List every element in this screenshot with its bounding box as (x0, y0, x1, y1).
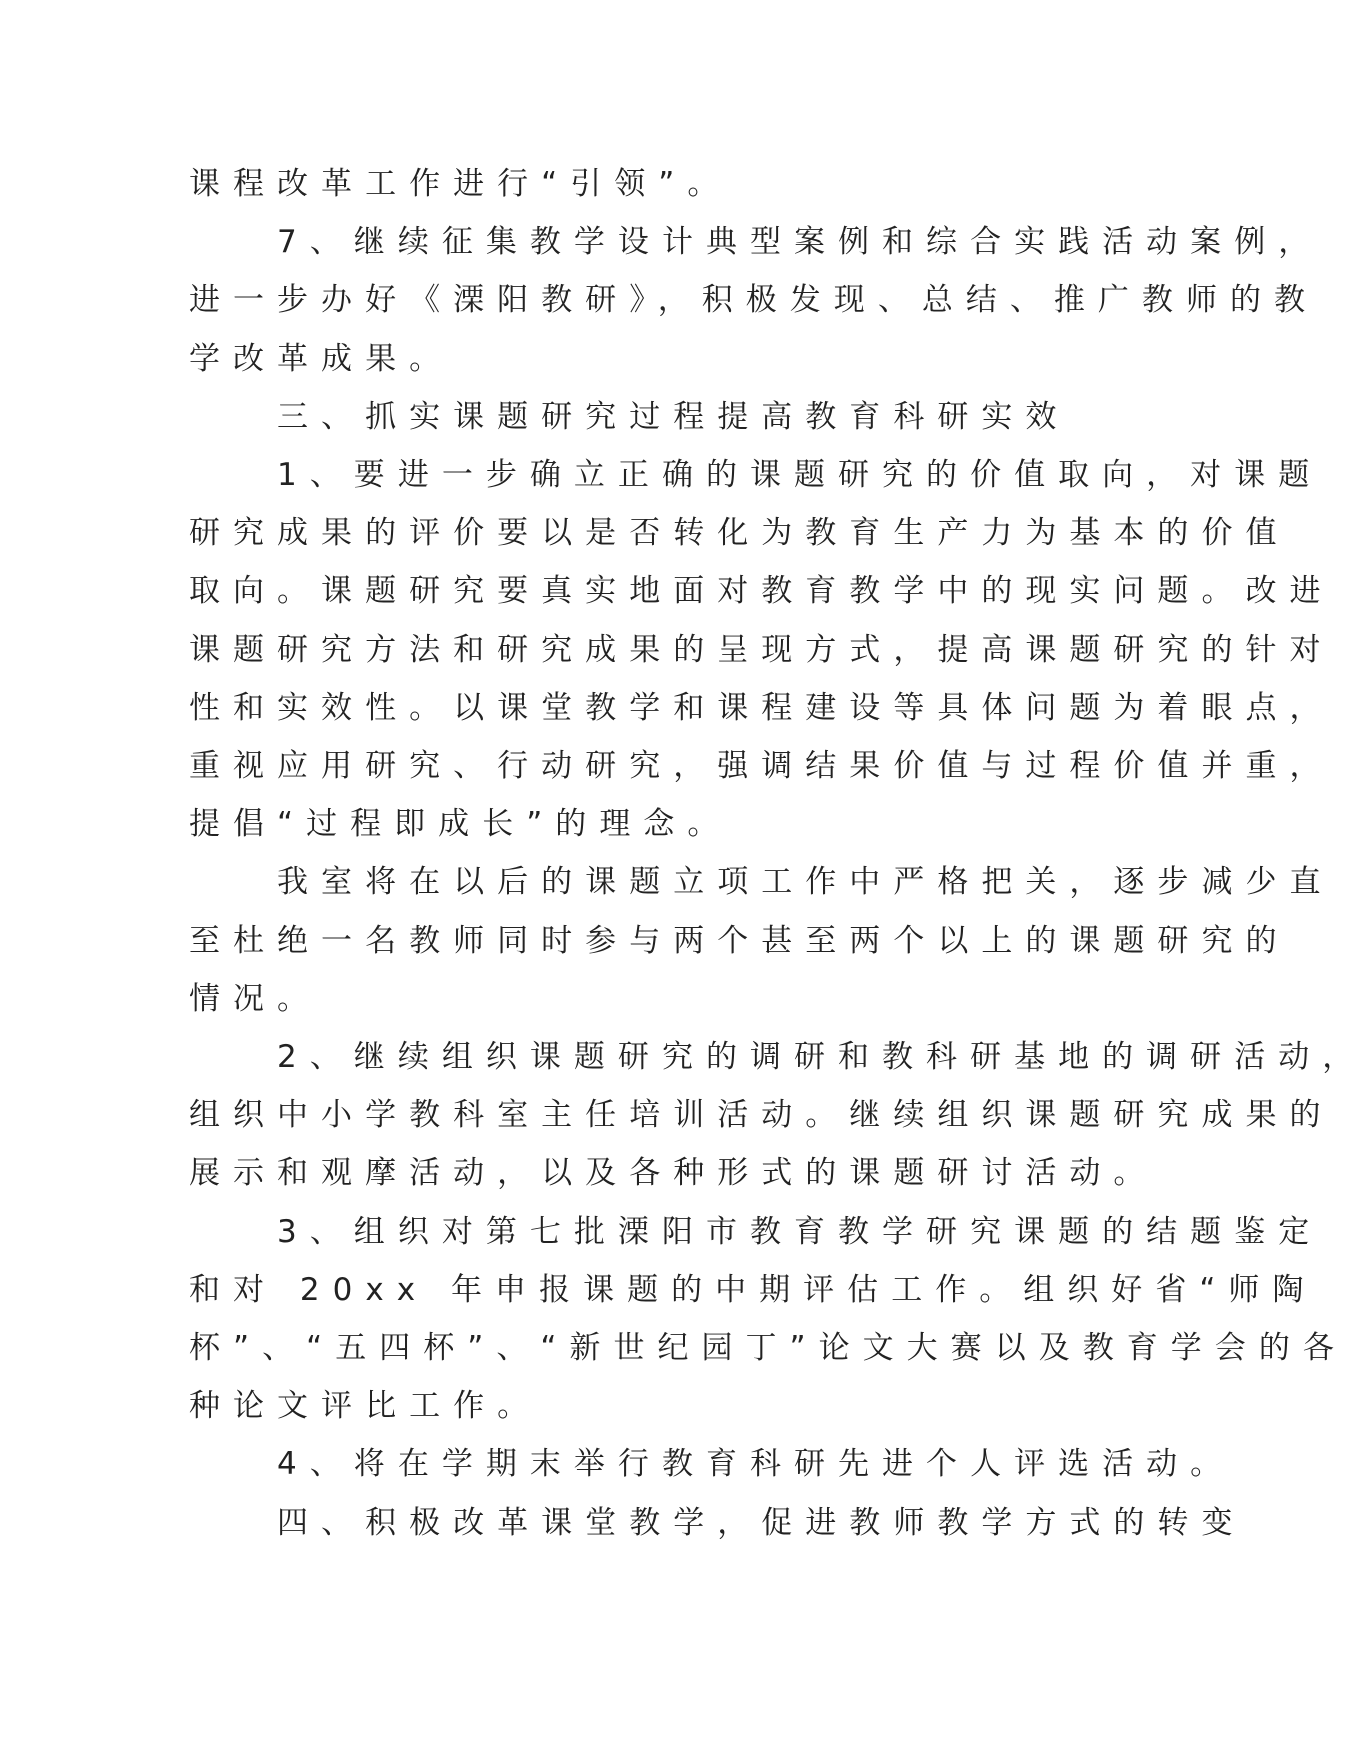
text-line: 3、组织对第七批溧阳市教育教学研究课题的结题鉴定 (189, 1213, 1323, 1250)
text-line: 我室将在以后的课题立项工作中严格把关，逐步减少直 (189, 864, 1334, 901)
text-line: 1、要进一步确立正确的课题研究的价值取向，对课题 (189, 457, 1323, 494)
text-line: 至杜绝一名教师同时参与两个甚至两个以上的课题研究的 (189, 922, 1290, 959)
text-line: 四、积极改革课堂教学，促进教师教学方式的转变 (189, 1504, 1246, 1541)
paragraph (189, 1435, 1235, 1493)
paragraph (189, 1203, 1347, 1436)
text-line: 4、将在学期末举行教育科研先进个人评选活动。 (189, 1446, 1235, 1483)
paragraph (189, 213, 1323, 388)
document-body (189, 155, 1366, 1552)
text-line: 重视应用研究、行动研究，强调结果价值与过程价值并重， (189, 748, 1334, 785)
text-line: 2、继续组织课题研究的调研和教科研基地的调研活动， (189, 1039, 1366, 1076)
paragraph (189, 446, 1334, 853)
text-line: 7、继续征集教学设计典型案例和综合实践活动案例， (189, 224, 1323, 261)
text-line: 杯”、“五四杯”、“新世纪园丁”论文大赛以及教育学会的各 (189, 1330, 1347, 1367)
section-heading (189, 1494, 1246, 1552)
text-line: 课程改革工作进行“引领”。 (189, 166, 732, 202)
section-heading (189, 388, 1070, 446)
paragraph (189, 155, 1059, 213)
text-line: 研究成果的评价要以是否转化为教育生产力为基本的价值 (189, 515, 1290, 552)
text-line: 展示和观摩活动，以及各种形式的课题研讨活动。 (189, 1155, 1158, 1192)
paragraph (189, 853, 1334, 1028)
text-line: 学改革成果。 (189, 340, 454, 377)
text-line: 提倡“过程即成长”的理念。 (189, 806, 732, 843)
text-line: 种论文评比工作。 (189, 1388, 542, 1425)
text-line: 性和实效性。以课堂教学和课程建设等具体问题为着眼点， (189, 689, 1334, 726)
text-line: 三、抓实课题研究过程提高教育科研实效 (189, 398, 1070, 435)
text-line: 组织中小学教科室主任培训活动。继续组织课题研究成果的 (189, 1097, 1334, 1134)
text-line: 课题研究方法和研究成果的呈现方式，提高课题研究的针对 (189, 631, 1334, 668)
paragraph (189, 1028, 1366, 1203)
text-line: 进一步办好《溧阳教研》，积极发现、总结、推广教师的教 (189, 282, 1319, 319)
text-line: 和对 20xx 年申报课题的中期评估工作。组织好省“师陶 (189, 1271, 1317, 1308)
text-line: 取向。课题研究要真实地面对教育教学中的现实问题。改进 (189, 573, 1334, 610)
text-line: 情况。 (189, 980, 322, 1017)
